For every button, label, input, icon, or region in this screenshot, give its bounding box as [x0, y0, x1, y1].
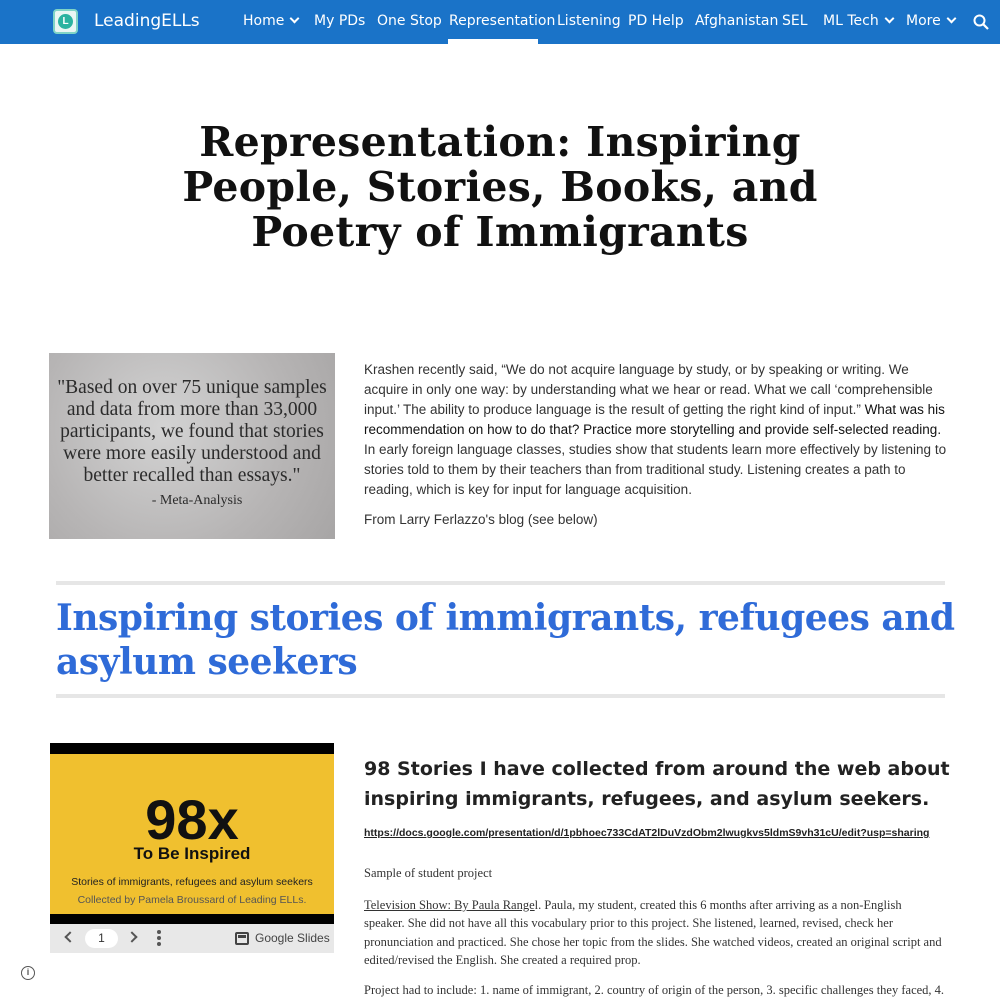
- slide-caption: Stories of immigrants, refugees and asylum seekers: [71, 876, 313, 888]
- chevron-down-icon: [884, 14, 894, 24]
- nav-label: Afghanistan: [695, 13, 779, 29]
- chevron-down-icon: [946, 14, 956, 24]
- logo-letter: L: [58, 14, 73, 29]
- intro-text: Krashen recently said, “We do not acquire language by study, or by speaking or writing. We acquire in only one way: by understanding what we hear or read. What we call ‘comprehensible input.’ The ability to produce language is the result of getting the right kind of input.”: [364, 362, 933, 417]
- google-slides-embed[interactable]: [50, 743, 334, 953]
- provider-label[interactable]: Google Slides: [255, 931, 330, 945]
- nav-label: PD Help: [628, 13, 684, 29]
- nav-label: More: [906, 13, 941, 29]
- nav-item-one-stop[interactable]: [377, 13, 442, 29]
- page-title-line: Poetry of Immigrants: [251, 208, 749, 256]
- nav-label: My PDs: [314, 13, 366, 29]
- nav-item-ml-tech[interactable]: [823, 13, 893, 29]
- nav-item-representation[interactable]: [449, 13, 555, 29]
- nav-active-indicator: [448, 39, 538, 44]
- slide-big-text: 98x: [145, 788, 239, 851]
- chevron-right-icon[interactable]: [126, 931, 137, 942]
- nav-label: Representation: [449, 13, 556, 29]
- main-nav: [0, 0, 1000, 44]
- slide-preview[interactable]: [50, 754, 334, 914]
- slides-icon: [235, 932, 249, 945]
- quote-attribution: - Meta-Analysis: [151, 493, 243, 508]
- nav-item-home[interactable]: [243, 13, 298, 29]
- page-title: [150, 120, 850, 255]
- search-icon[interactable]: [973, 14, 989, 30]
- slide-credit: Collected by Pamela Broussard of Leading ELLs.: [77, 894, 307, 906]
- nav-label: Home: [243, 13, 285, 29]
- chevron-left-icon[interactable]: [64, 931, 75, 942]
- intro-paragraph: [364, 360, 949, 500]
- tv-show-link[interactable]: Television Show: By Paula Range: [364, 898, 535, 912]
- chevron-down-icon: [290, 14, 300, 24]
- divider: [56, 694, 945, 698]
- nav-item-more[interactable]: [906, 13, 955, 29]
- page-title-line: Representation: Inspiring: [199, 118, 801, 166]
- nav-label: One Stop: [377, 13, 442, 29]
- source-note: From Larry Ferlazzo's blog (see below): [364, 512, 598, 527]
- divider: [56, 581, 945, 585]
- nav-label: Listening: [557, 13, 621, 29]
- nav-item-sel[interactable]: [782, 13, 808, 29]
- article-title: 98 Stories I have collected from around the web about inspiring immigrants, refugees, and asylum seekers.: [364, 758, 950, 810]
- sample-label: Sample of student project: [364, 866, 493, 880]
- tv-show-description: l. Paula, my student, created this 6 months after arriving as a non-English speaker. She did not have all this vocabulary prior to this project. She listened, learned, revised, check her pronunciation and practiced. She chose her topic from the slides. She watched videos, created an original script and edited/revised the English. She created a required prop.: [364, 898, 942, 968]
- more-options-icon[interactable]: [157, 930, 161, 946]
- student-project-paragraph: [364, 896, 944, 970]
- top-nav-bar: [0, 0, 1000, 44]
- nav-item-pd-help[interactable]: [628, 13, 684, 29]
- intro-text: In early foreign language classes, studies show that students learn more effectively by listening to stories told to them by their teachers than from traditional study. Listening creates a path to reading, which is key for input for language acquisition.: [364, 442, 947, 497]
- presentation-link[interactable]: https://docs.google.com/presentation/d/1pbhoec733CdAT2lDuVzdObm2lwugkvs5ldmS9vh31cU/edit?usp=sharing: [364, 827, 930, 839]
- nav-item-my-pds[interactable]: [314, 13, 365, 29]
- slide-subtitle: To Be Inspired: [133, 844, 251, 863]
- page-title-line: People, Stories, Books, and: [182, 163, 818, 211]
- nav-label: SEL: [782, 13, 808, 29]
- nav-item-afghanistan[interactable]: [695, 13, 778, 29]
- slide-page-number[interactable]: 1: [85, 929, 118, 948]
- quote-image: [49, 353, 335, 539]
- nav-label: ML Tech: [823, 13, 879, 29]
- slides-toolbar: [50, 924, 334, 953]
- site-name[interactable]: LeadingELLs: [94, 11, 200, 31]
- intro-recommendation: What was his recommendation on how to do that? Practice more storytelling and provide self-selected reading.: [364, 402, 945, 437]
- quote-text: "Based on over 75 unique samples and data from more than 33,000 participants, we found that stories were more easily understood and better recalled than essays.": [57, 377, 327, 486]
- info-icon[interactable]: i: [21, 966, 35, 980]
- section-heading: Inspiring stories of immigrants, refugees and asylum seekers: [56, 597, 955, 683]
- nav-item-listening[interactable]: [557, 13, 621, 29]
- project-requirements: Project had to include: 1. name of immigrant, 2. country of origin of the person, 3. specific challenges they faced, 4.: [364, 983, 945, 997]
